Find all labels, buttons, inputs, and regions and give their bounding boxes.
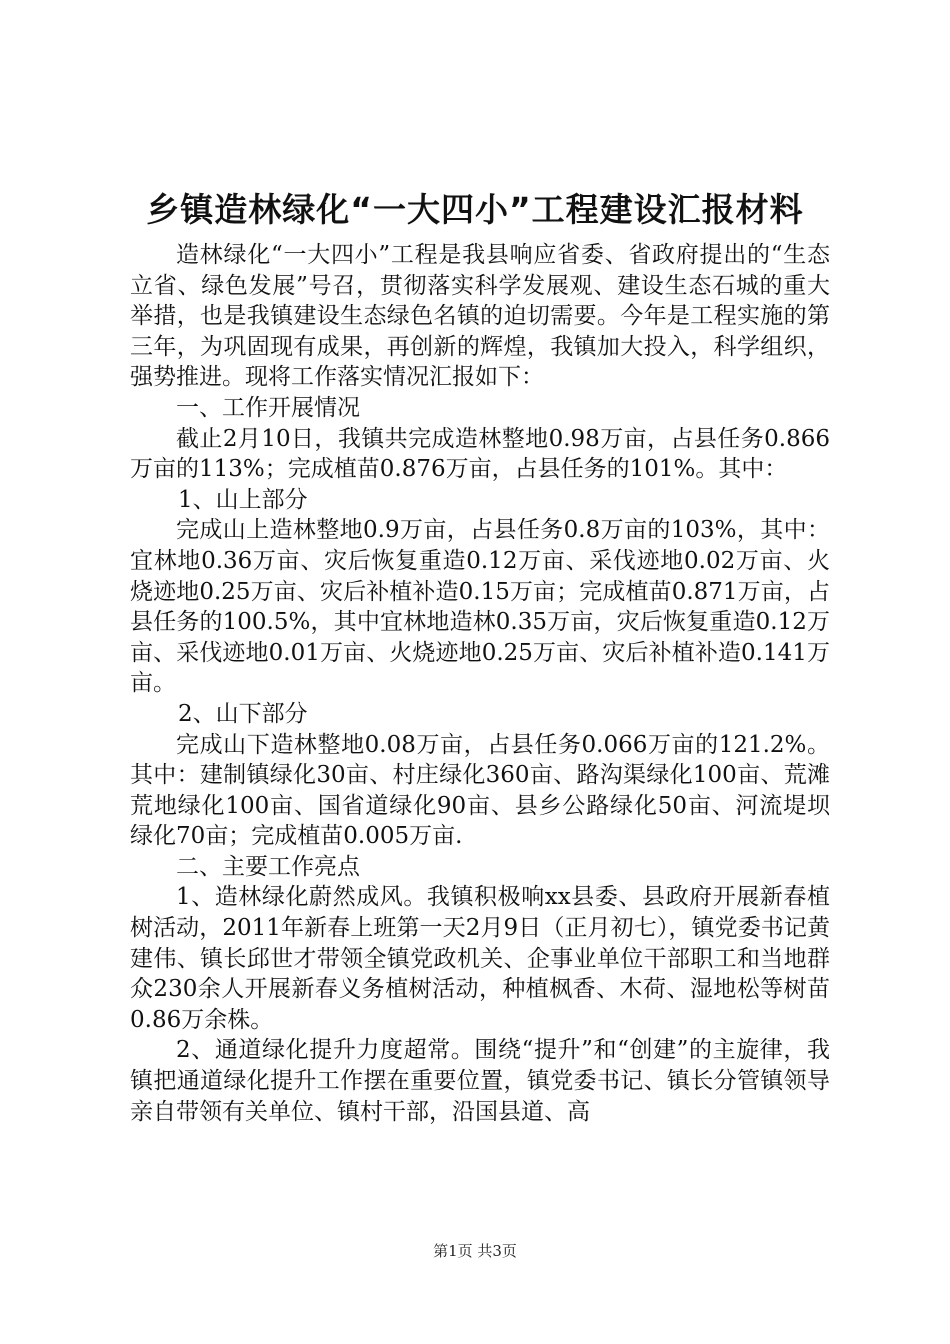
document-body [130,240,830,1127]
document-title: 乡镇造林绿化“一大四小”工程建设汇报材料 [146,190,804,229]
subheading-mountain: 1、山上部分 [178,486,308,513]
paragraph-intro: 造林绿化“一大四小”工程是我县响应省委、省政府提出的“生态立省、绿色发展”号召，贯彻落实科学发展观、建设生态石城的重大举措，也是我镇建设生态绿色名镇的迫切需要。今年是工程实施的第三年，为巩固现有成果，再创新的辉煌，我镇加大投入，科学组织，强势推进。现将工作落实情况汇报如下： [130,242,830,391]
section-heading-1: 一、工作开展情况 [176,394,360,421]
paragraph-lowland: 完成山下造林整地0.08万亩，占县任务0.066万亩的121.2%。其中：建制镇绿化30亩、村庄绿化360亩、路沟渠绿化100亩、荒滩荒地绿化100亩、国省道绿化90亩、县乡公路绿化50亩、河流堤坝绿化70亩；完成植苗0.005万亩. [130,731,830,850]
paragraph-highlight-1: 1、造林绿化蔚然成风。我镇积极响xx县委、县政府开展新春植树活动，2011年新春上班第一天2月9日（正月初七），镇党委书记黄建伟、镇长邱世才带领全镇党政机关、企事业单位干部职工和当地群众230余人开展新春义务植树活动，种植枫香、木荷、湿地松等树苗0.86万余株。 [130,884,830,1033]
paragraph-highlight-2: 2、通道绿化提升力度超常。围绕“提升”和“创建”的主旋律，我镇把通道绿化提升工作摆在重要位置，镇党委书记、镇长分管镇领导亲自带领有关单位、镇村干部，沿国县道、高 [130,1037,830,1125]
page-footer: 第1页 共3页 [433,1242,517,1260]
paragraph-mountain: 完成山上造林整地0.9万亩，占县任务0.8万亩的103%，其中：宜林地0.36万亩、灾后恢复重造0.12万亩、采伐迹地0.02万亩、火烧迹地0.25万亩、灾后补植补造0.15万亩；完成植苗0.871万亩，占县任务的100.5%，其中宜林地造林0.35万亩，灾后恢复重造0.12万亩、采伐迹地0.01万亩、火烧迹地0.25万亩、灾后补植补造0.141万亩。 [130,517,830,697]
subheading-lowland: 2、山下部分 [178,700,308,727]
paragraph-summary: 截止2月10日，我镇共完成造林整地0.98万亩，占县任务0.866万亩的113%；完成植苗0.876万亩，占县任务的101%。其中： [130,425,830,483]
section-heading-2: 二、主要工作亮点 [176,853,360,880]
